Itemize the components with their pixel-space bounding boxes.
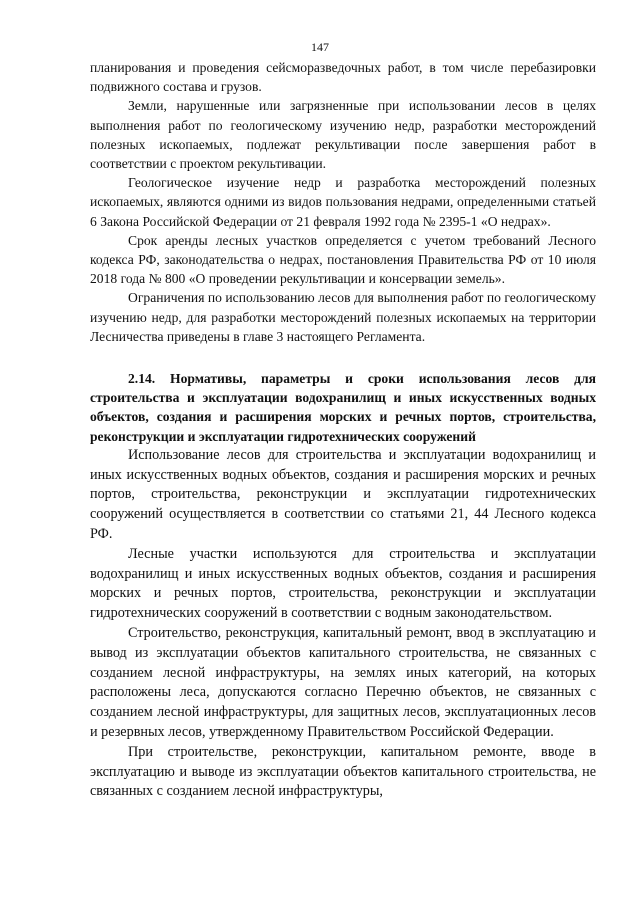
paragraph: Геологическое изучение недр и разработка месторождений полезных ископаемых, являются одними из видов пользования недрами, определенными статьей 6 Закона Российской Федерации от 21 февраля 1992 года № 2395-1 «О недрах». bbox=[90, 175, 596, 229]
paragraph: планирования и проведения сейсморазведочных работ, в том числе перебазировки подвижного состава и грузов. bbox=[90, 60, 596, 95]
paragraph: Использование лесов для строительства и эксплуатации водохранилищ и иных искусственных водных объектов, создания и расширения морских и речных портов, строительства, реконструкции и эксплуатации гидротехнических сооружений осуществляется в соответствии со статьями 21, 44 Лесного кодекса РФ. bbox=[90, 446, 596, 543]
page-number: 147 bbox=[311, 40, 329, 54]
paragraph: Земли, нарушенные или загрязненные при использовании лесов в целях выполнения работ по геологическому изучению недр, разработки месторождений полезных ископаемых, подлежат рекультивации после завершения работ в соответствии с проектом рекультивации. bbox=[90, 98, 596, 172]
section-body bbox=[90, 446, 596, 802]
paragraph: Ограничения по использованию лесов для выполнения работ по геологическому изучению недр, для разработки месторождений полезных ископаемых на территории Лесничества приведены в главе 3 настоящего Регламента. bbox=[90, 290, 596, 344]
paragraph: При строительстве, реконструкции, капитальном ремонте, вводе в эксплуатацию и выводе из эксплуатации объектов капитального строительства, не связанных с созданием лесной инфраструктуры, bbox=[90, 743, 596, 800]
paragraph: Лесные участки используются для строительства и эксплуатации водохранилищ и иных искусственных водных объектов, создания и расширения морских и речных портов, строительства, реконструкции и эксплуатации гидротехнических сооружений в соответствии с водным законодательством. bbox=[90, 545, 596, 622]
page-content bbox=[90, 58, 596, 802]
section-heading: 2.14. Нормативы, параметры и сроки использования лесов для строительства и эксплуатации водохранилищ и иных искусственных водных объектов, создания и расширения морских и речных портов, строительства, реконструкции и эксплуатации гидротехнических сооружений bbox=[90, 371, 596, 444]
paragraph: Срок аренды лесных участков определяется с учетом требований Лесного кодекса РФ, законодательства о недрах, постановления Правительства РФ от 10 июля 2018 года № 800 «О проведении рекультивации и консервации земель». bbox=[90, 232, 596, 287]
paragraph: Строительство, реконструкция, капитальный ремонт, ввод в эксплуатацию и вывод из эксплуатации объектов капитального строительства, не связанных с созданием лесной инфраструктуры, на землях иных категорий, на которых расположены леса, допускаются согласно Перечню объектов, не связанных с созданием лесной инфраструктуры, для защитных лесов, эксплуатационных лесов и резервных лесов, утвержденному Правительством Российской Федерации. bbox=[90, 625, 596, 741]
